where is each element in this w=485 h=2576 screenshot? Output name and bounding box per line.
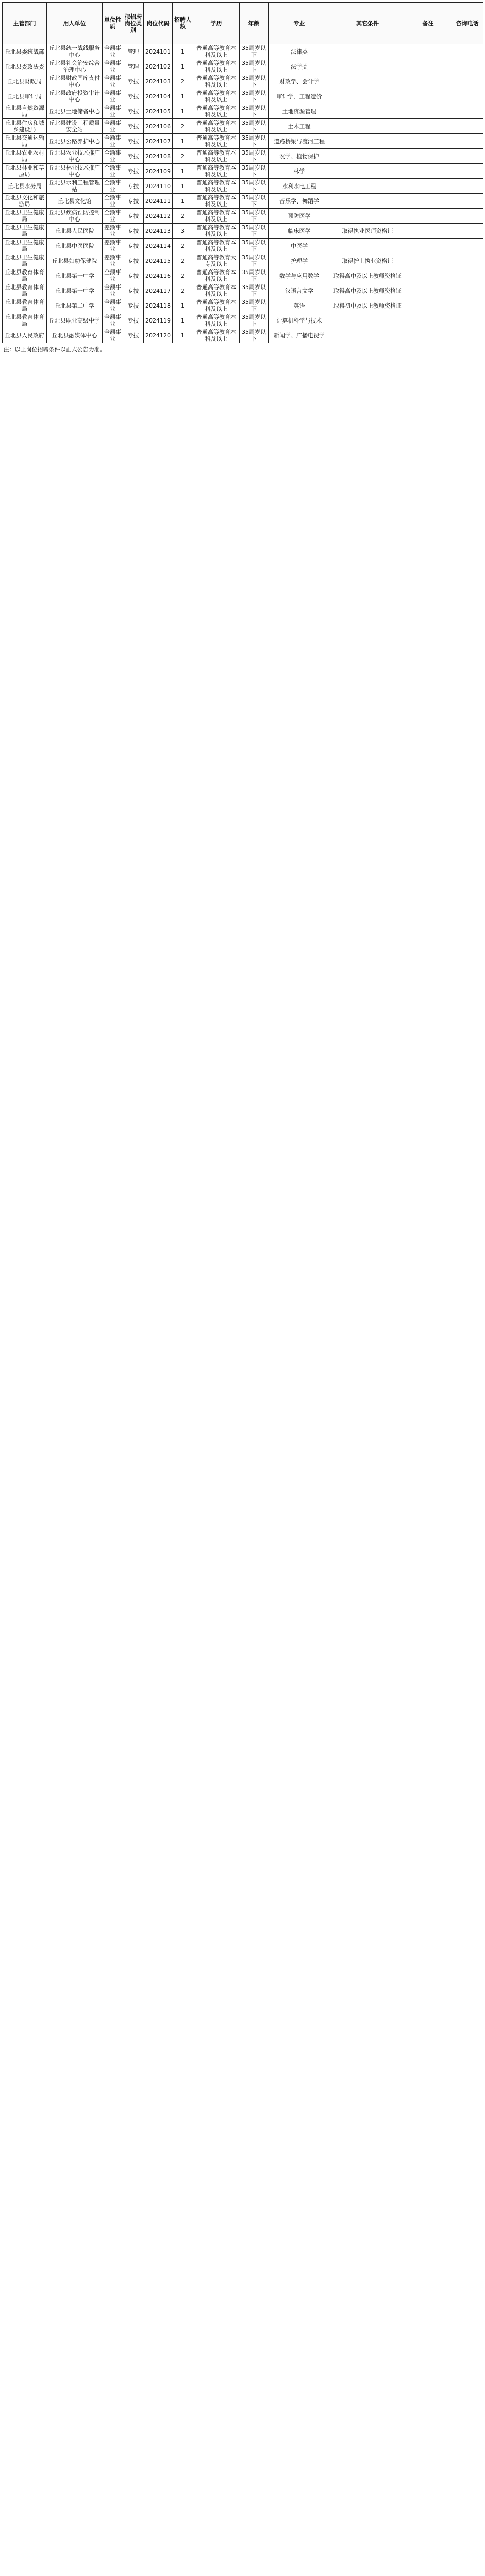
cell-unit: 丘北县土地储备中心 xyxy=(47,104,103,119)
cell-conditions xyxy=(330,179,405,194)
cell-phone xyxy=(451,134,483,149)
cell-age: 35周岁以下 xyxy=(240,44,269,59)
cell-phone xyxy=(451,268,483,283)
cell-nature: 全额事业 xyxy=(103,328,123,343)
cell-category: 专技 xyxy=(123,89,144,104)
cell-major: 道路桥梁与渡河工程 xyxy=(269,134,330,149)
cell-dept: 丘北县教育体育局 xyxy=(3,268,47,283)
cell-remark xyxy=(405,209,451,224)
table-row xyxy=(3,253,483,268)
cell-major: 农学、植物保护 xyxy=(269,149,330,164)
cell-code: 2024114 xyxy=(144,239,173,253)
cell-dept: 丘北县教育体育局 xyxy=(3,313,47,328)
cell-education: 普通高等教育本科及以上 xyxy=(193,89,240,104)
cell-count: 1 xyxy=(173,134,193,149)
header-nature: 单位性质 xyxy=(103,3,123,44)
cell-dept: 丘北县农业农村局 xyxy=(3,149,47,164)
table-row xyxy=(3,59,483,74)
cell-category: 专技 xyxy=(123,179,144,194)
header-unit: 用人单位 xyxy=(47,3,103,44)
cell-major: 法律类 xyxy=(269,44,330,59)
cell-education: 普通高等教育本科及以上 xyxy=(193,59,240,74)
cell-code: 2024113 xyxy=(144,224,173,239)
cell-major: 汉语言文学 xyxy=(269,283,330,298)
cell-code: 2024108 xyxy=(144,149,173,164)
cell-age: 35周岁以下 xyxy=(240,164,269,179)
cell-dept: 丘北县卫生健康局 xyxy=(3,224,47,239)
cell-unit: 丘北县统一战线服务中心 xyxy=(47,44,103,59)
cell-education: 普通高等教育本科及以上 xyxy=(193,313,240,328)
cell-count: 2 xyxy=(173,149,193,164)
cell-unit: 丘北县公路养护中心 xyxy=(47,134,103,149)
cell-unit: 丘北县政府投资审计中心 xyxy=(47,89,103,104)
cell-phone xyxy=(451,239,483,253)
cell-major: 数学与应用数学 xyxy=(269,268,330,283)
cell-education: 普通高等教育本科及以上 xyxy=(193,44,240,59)
recruitment-sheet xyxy=(2,2,483,355)
table-row xyxy=(3,209,483,224)
cell-education: 普通高等教育本科及以上 xyxy=(193,104,240,119)
cell-phone xyxy=(451,298,483,313)
cell-major: 审计学、工程造价 xyxy=(269,89,330,104)
cell-major: 预防医学 xyxy=(269,209,330,224)
cell-age: 35周岁以下 xyxy=(240,239,269,253)
table-row xyxy=(3,194,483,209)
cell-remark xyxy=(405,89,451,104)
cell-unit: 丘北县中医医院 xyxy=(47,239,103,253)
header-major: 专业 xyxy=(269,3,330,44)
table-row xyxy=(3,134,483,149)
cell-count: 2 xyxy=(173,74,193,89)
cell-major: 财政学、会计学 xyxy=(269,74,330,89)
cell-conditions xyxy=(330,119,405,134)
cell-count: 1 xyxy=(173,104,193,119)
cell-age: 35周岁以下 xyxy=(240,224,269,239)
cell-conditions xyxy=(330,59,405,74)
cell-category: 专技 xyxy=(123,74,144,89)
cell-code: 2024102 xyxy=(144,59,173,74)
cell-conditions xyxy=(330,149,405,164)
cell-conditions xyxy=(330,89,405,104)
cell-count: 1 xyxy=(173,313,193,328)
cell-count: 2 xyxy=(173,253,193,268)
cell-age: 35周岁以下 xyxy=(240,104,269,119)
cell-remark xyxy=(405,104,451,119)
cell-age: 35周岁以下 xyxy=(240,134,269,149)
cell-nature: 差额事业 xyxy=(103,239,123,253)
cell-phone xyxy=(451,164,483,179)
cell-count: 1 xyxy=(173,179,193,194)
cell-nature: 全额事业 xyxy=(103,268,123,283)
cell-conditions: 取得高中及以上教师资格证 xyxy=(330,268,405,283)
cell-phone xyxy=(451,283,483,298)
cell-unit: 丘北县财政国库支付中心 xyxy=(47,74,103,89)
cell-major: 计算机科学与技术 xyxy=(269,313,330,328)
cell-nature: 全额事业 xyxy=(103,149,123,164)
cell-code: 2024103 xyxy=(144,74,173,89)
cell-code: 2024107 xyxy=(144,134,173,149)
cell-dept: 丘北县教育体育局 xyxy=(3,283,47,298)
table-row xyxy=(3,74,483,89)
table-row xyxy=(3,224,483,239)
cell-conditions xyxy=(330,164,405,179)
cell-unit: 丘北县人民医院 xyxy=(47,224,103,239)
cell-category: 专技 xyxy=(123,164,144,179)
cell-unit: 丘北县妇幼保健院 xyxy=(47,253,103,268)
cell-count: 1 xyxy=(173,89,193,104)
cell-count: 2 xyxy=(173,268,193,283)
cell-nature: 全额事业 xyxy=(103,313,123,328)
cell-remark xyxy=(405,179,451,194)
cell-age: 35周岁以下 xyxy=(240,328,269,343)
cell-unit: 丘北县水利工程管理站 xyxy=(47,179,103,194)
cell-conditions: 取得初中及以上教师资格证 xyxy=(330,298,405,313)
cell-conditions xyxy=(330,194,405,209)
cell-phone xyxy=(451,44,483,59)
cell-nature: 全额事业 xyxy=(103,74,123,89)
cell-dept: 丘北县人民政府 xyxy=(3,328,47,343)
cell-remark xyxy=(405,239,451,253)
cell-education: 普通高等教育本科及以上 xyxy=(193,194,240,209)
cell-count: 2 xyxy=(173,119,193,134)
header-dept: 主管部门 xyxy=(3,3,47,44)
table-row xyxy=(3,119,483,134)
header-education: 学历 xyxy=(193,3,240,44)
cell-count: 2 xyxy=(173,209,193,224)
cell-phone xyxy=(451,224,483,239)
cell-category: 专技 xyxy=(123,209,144,224)
cell-dept: 丘北县住房和城乡建设局 xyxy=(3,119,47,134)
cell-category: 管理 xyxy=(123,44,144,59)
cell-remark xyxy=(405,298,451,313)
cell-remark xyxy=(405,253,451,268)
table-row xyxy=(3,44,483,59)
cell-unit: 丘北县第二中学 xyxy=(47,298,103,313)
cell-major: 中医学 xyxy=(269,239,330,253)
cell-phone xyxy=(451,149,483,164)
cell-conditions xyxy=(330,239,405,253)
cell-category: 专技 xyxy=(123,194,144,209)
cell-education: 普通高等教育本科及以上 xyxy=(193,268,240,283)
cell-unit: 丘北县社会治安综合治理中心 xyxy=(47,59,103,74)
cell-age: 35周岁以下 xyxy=(240,89,269,104)
cell-education: 普通高等教育本科及以上 xyxy=(193,283,240,298)
cell-nature: 全额事业 xyxy=(103,59,123,74)
table-row xyxy=(3,283,483,298)
cell-dept: 丘北县财政局 xyxy=(3,74,47,89)
cell-conditions xyxy=(330,74,405,89)
cell-remark xyxy=(405,119,451,134)
cell-nature: 全额事业 xyxy=(103,209,123,224)
cell-count: 2 xyxy=(173,283,193,298)
cell-unit: 丘北县林业技术推广中心 xyxy=(47,164,103,179)
cell-code: 2024110 xyxy=(144,179,173,194)
table-row xyxy=(3,298,483,313)
cell-age: 35周岁以下 xyxy=(240,194,269,209)
cell-education: 普通高等教育本科及以上 xyxy=(193,164,240,179)
cell-remark xyxy=(405,328,451,343)
cell-education: 普通高等教育本科及以上 xyxy=(193,224,240,239)
cell-dept: 丘北县卫生健康局 xyxy=(3,253,47,268)
cell-nature: 全额事业 xyxy=(103,44,123,59)
cell-category: 专技 xyxy=(123,119,144,134)
cell-nature: 差额事业 xyxy=(103,253,123,268)
header-remark: 备注 xyxy=(405,3,451,44)
cell-phone xyxy=(451,313,483,328)
cell-dept: 丘北县卫生健康局 xyxy=(3,209,47,224)
header-category: 拟招聘岗位类别 xyxy=(123,3,144,44)
cell-code: 2024118 xyxy=(144,298,173,313)
cell-dept: 丘北县教育体育局 xyxy=(3,298,47,313)
cell-remark xyxy=(405,149,451,164)
cell-education: 普通高等教育本科及以上 xyxy=(193,328,240,343)
cell-major: 法学类 xyxy=(269,59,330,74)
cell-major: 音乐学、舞蹈学 xyxy=(269,194,330,209)
cell-conditions xyxy=(330,313,405,328)
cell-nature: 全额事业 xyxy=(103,134,123,149)
cell-phone xyxy=(451,328,483,343)
cell-count: 2 xyxy=(173,239,193,253)
cell-phone xyxy=(451,194,483,209)
cell-count: 1 xyxy=(173,164,193,179)
cell-remark xyxy=(405,134,451,149)
cell-major: 林学 xyxy=(269,164,330,179)
cell-remark xyxy=(405,224,451,239)
cell-phone xyxy=(451,59,483,74)
table-row xyxy=(3,268,483,283)
cell-category: 管理 xyxy=(123,59,144,74)
header-count: 招聘人数 xyxy=(173,3,193,44)
cell-category: 专技 xyxy=(123,149,144,164)
cell-nature: 全额事业 xyxy=(103,104,123,119)
cell-count: 3 xyxy=(173,224,193,239)
cell-major: 新闻学、广播电视学 xyxy=(269,328,330,343)
cell-phone xyxy=(451,89,483,104)
cell-education: 普通高等教育大专及以上 xyxy=(193,253,240,268)
cell-dept: 丘北县自然资源局 xyxy=(3,104,47,119)
cell-category: 专技 xyxy=(123,104,144,119)
recruitment-table xyxy=(2,2,483,355)
cell-phone xyxy=(451,104,483,119)
cell-category: 专技 xyxy=(123,224,144,239)
cell-education: 普通高等教育本科及以上 xyxy=(193,209,240,224)
cell-conditions xyxy=(330,104,405,119)
table-row xyxy=(3,164,483,179)
table-row xyxy=(3,239,483,253)
cell-major: 护理学 xyxy=(269,253,330,268)
footnote: 注：以上岗位招聘条件以正式公告为准。 xyxy=(3,346,106,353)
cell-age: 35周岁以下 xyxy=(240,253,269,268)
cell-code: 2024119 xyxy=(144,313,173,328)
cell-remark xyxy=(405,268,451,283)
cell-category: 专技 xyxy=(123,298,144,313)
cell-dept: 丘北县交通运输局 xyxy=(3,134,47,149)
cell-education: 普通高等教育本科及以上 xyxy=(193,179,240,194)
cell-age: 35周岁以下 xyxy=(240,268,269,283)
cell-nature: 全额事业 xyxy=(103,89,123,104)
cell-nature: 全额事业 xyxy=(103,194,123,209)
cell-major: 水利水电工程 xyxy=(269,179,330,194)
cell-phone xyxy=(451,119,483,134)
cell-category: 专技 xyxy=(123,283,144,298)
cell-category: 专技 xyxy=(123,328,144,343)
cell-remark xyxy=(405,164,451,179)
cell-category: 专技 xyxy=(123,253,144,268)
cell-nature: 全额事业 xyxy=(103,164,123,179)
cell-age: 35周岁以下 xyxy=(240,298,269,313)
table-row xyxy=(3,328,483,343)
cell-age: 35周岁以下 xyxy=(240,313,269,328)
cell-unit: 丘北县第一中学 xyxy=(47,283,103,298)
cell-category: 专技 xyxy=(123,239,144,253)
cell-education: 普通高等教育本科及以上 xyxy=(193,239,240,253)
cell-phone xyxy=(451,209,483,224)
cell-phone xyxy=(451,253,483,268)
cell-remark xyxy=(405,313,451,328)
header-conditions: 其它条件 xyxy=(330,3,405,44)
cell-education: 普通高等教育本科及以上 xyxy=(193,149,240,164)
table-header-row xyxy=(3,3,483,44)
cell-code: 2024101 xyxy=(144,44,173,59)
cell-age: 35周岁以下 xyxy=(240,209,269,224)
cell-dept: 丘北县水务局 xyxy=(3,179,47,194)
cell-major: 土木工程 xyxy=(269,119,330,134)
cell-dept: 丘北县卫生健康局 xyxy=(3,239,47,253)
cell-count: 1 xyxy=(173,59,193,74)
cell-major: 英语 xyxy=(269,298,330,313)
cell-education: 普通高等教育本科及以上 xyxy=(193,119,240,134)
cell-code: 2024105 xyxy=(144,104,173,119)
cell-remark xyxy=(405,194,451,209)
table-row xyxy=(3,149,483,164)
cell-code: 2024106 xyxy=(144,119,173,134)
cell-nature: 全额事业 xyxy=(103,298,123,313)
cell-code: 2024115 xyxy=(144,253,173,268)
cell-category: 专技 xyxy=(123,134,144,149)
cell-nature: 全额事业 xyxy=(103,119,123,134)
cell-code: 2024112 xyxy=(144,209,173,224)
cell-dept: 丘北县审计局 xyxy=(3,89,47,104)
cell-unit: 丘北县农业技术推广中心 xyxy=(47,149,103,164)
cell-education: 普通高等教育本科及以上 xyxy=(193,74,240,89)
table-row xyxy=(3,89,483,104)
cell-conditions: 取得执业医师资格证 xyxy=(330,224,405,239)
cell-remark xyxy=(405,283,451,298)
table-row xyxy=(3,313,483,328)
cell-count: 1 xyxy=(173,298,193,313)
cell-remark xyxy=(405,59,451,74)
header-phone: 咨询电话 xyxy=(451,3,483,44)
footnote-row xyxy=(3,343,483,356)
cell-dept: 丘北县林业和草原局 xyxy=(3,164,47,179)
header-code: 岗位代码 xyxy=(144,3,173,44)
cell-code: 2024117 xyxy=(144,283,173,298)
table-row xyxy=(3,179,483,194)
cell-age: 35周岁以下 xyxy=(240,59,269,74)
cell-code: 2024109 xyxy=(144,164,173,179)
cell-major: 土地资源管理 xyxy=(269,104,330,119)
cell-conditions xyxy=(330,44,405,59)
cell-nature: 差额事业 xyxy=(103,224,123,239)
cell-conditions xyxy=(330,209,405,224)
cell-phone xyxy=(451,179,483,194)
cell-conditions: 取得高中及以上教师资格证 xyxy=(330,283,405,298)
cell-nature: 全额事业 xyxy=(103,283,123,298)
cell-remark xyxy=(405,74,451,89)
cell-conditions xyxy=(330,134,405,149)
cell-nature: 全额事业 xyxy=(103,179,123,194)
cell-category: 专技 xyxy=(123,268,144,283)
cell-count: 1 xyxy=(173,44,193,59)
cell-unit: 丘北县第一中学 xyxy=(47,268,103,283)
cell-conditions: 取得护士执业资格证 xyxy=(330,253,405,268)
cell-unit: 丘北县文化馆 xyxy=(47,194,103,209)
cell-count: 1 xyxy=(173,194,193,209)
cell-phone xyxy=(451,74,483,89)
cell-major: 临床医学 xyxy=(269,224,330,239)
cell-dept: 丘北县文化和旅游局 xyxy=(3,194,47,209)
header-age: 年龄 xyxy=(240,3,269,44)
cell-age: 35周岁以下 xyxy=(240,74,269,89)
cell-code: 2024116 xyxy=(144,268,173,283)
table-row xyxy=(3,104,483,119)
cell-education: 普通高等教育本科及以上 xyxy=(193,134,240,149)
cell-age: 35周岁以下 xyxy=(240,149,269,164)
cell-education: 普通高等教育本科及以上 xyxy=(193,298,240,313)
cell-count: 1 xyxy=(173,328,193,343)
cell-age: 35周岁以下 xyxy=(240,119,269,134)
cell-code: 2024120 xyxy=(144,328,173,343)
cell-unit: 丘北县建设工程质量安全站 xyxy=(47,119,103,134)
cell-conditions xyxy=(330,328,405,343)
cell-dept: 丘北县委统战部 xyxy=(3,44,47,59)
cell-unit: 丘北县职业高级中学 xyxy=(47,313,103,328)
cell-unit: 丘北县疾病预防控制中心 xyxy=(47,209,103,224)
cell-code: 2024104 xyxy=(144,89,173,104)
cell-unit: 丘北县融媒体中心 xyxy=(47,328,103,343)
cell-age: 35周岁以下 xyxy=(240,283,269,298)
cell-code: 2024111 xyxy=(144,194,173,209)
cell-dept: 丘北县委政法委 xyxy=(3,59,47,74)
cell-age: 35周岁以下 xyxy=(240,179,269,194)
table-body xyxy=(3,44,483,343)
cell-remark xyxy=(405,44,451,59)
cell-category: 专技 xyxy=(123,313,144,328)
